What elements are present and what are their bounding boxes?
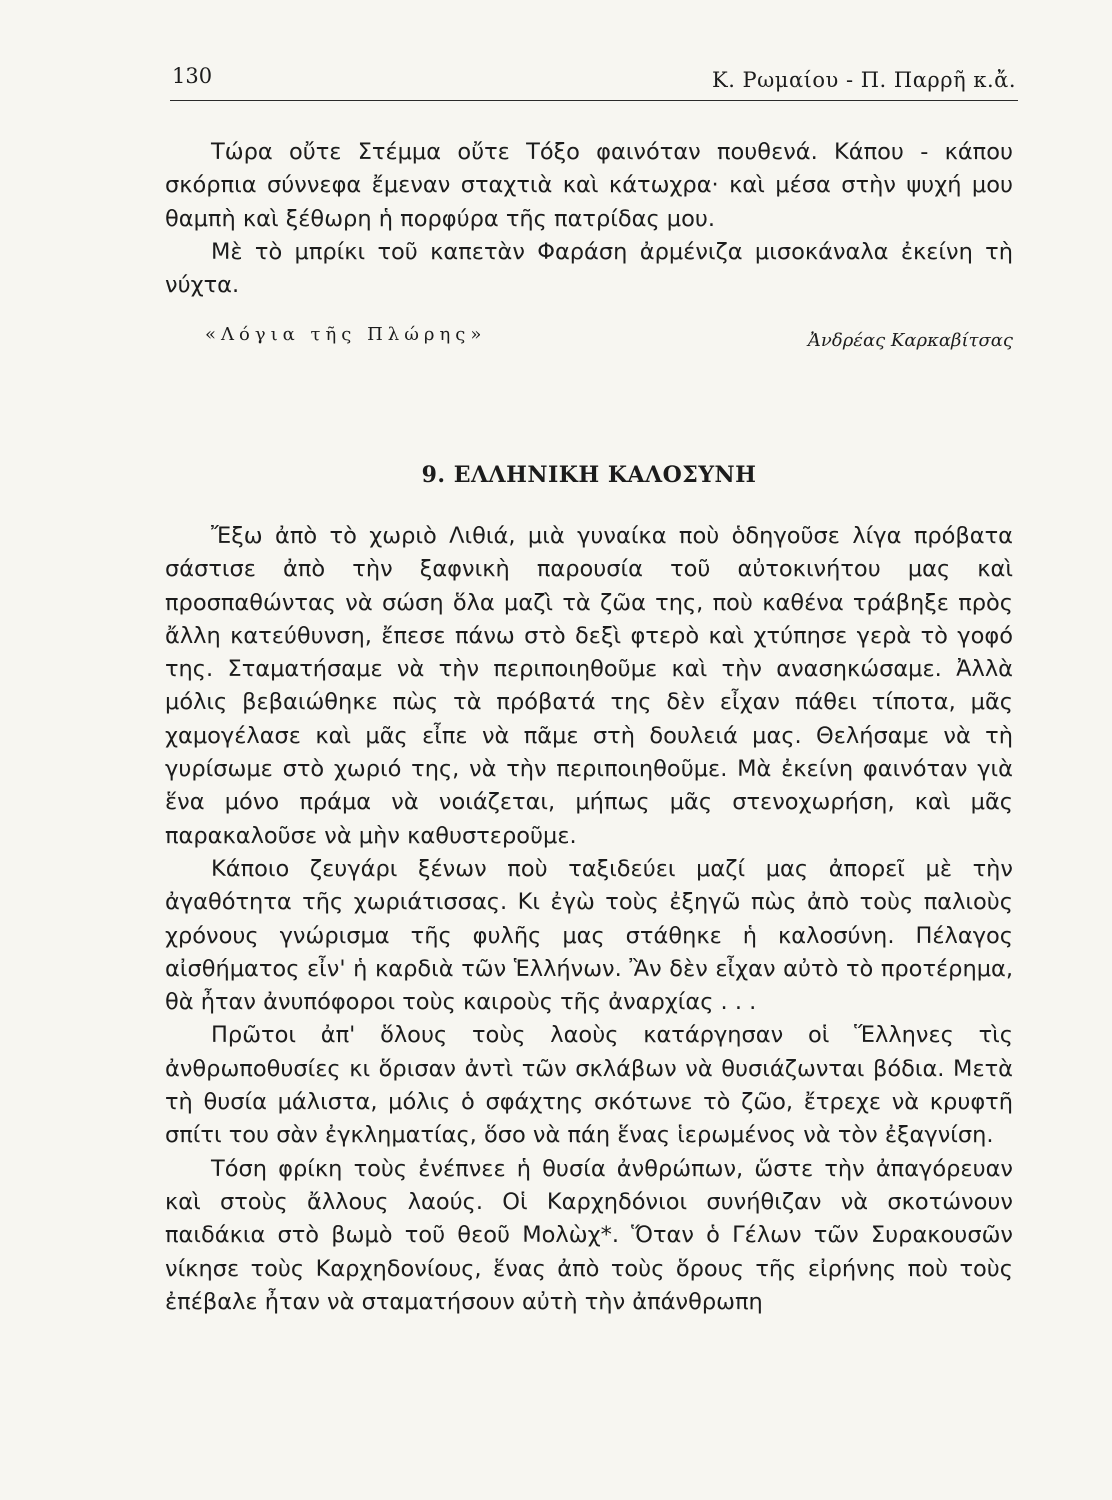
page-number: 130 bbox=[172, 64, 213, 88]
top-text-block bbox=[165, 136, 1013, 302]
paragraph: Ἔξω ἀπὸ τὸ χωριὸ Λιθιά, μιὰ γυναίκα ποὺ ὁδηγοῦσε λίγα πρόβατα σάστισε ἀπὸ τὴν ξαφνικὴ παρουσία τοῦ αὐτοκινήτου μας καὶ προσπαθώντας νὰ σώση ὅλα μαζὶ τὰ ζῶα της, ποὺ καθένα τράβηξε πρὸς ἄλλη κατεύθυνση, ἔπεσε πάνω στὸ δεξὶ φτερὸ καὶ χτύπησε γερὰ τὸ γοφό της. Σταματήσαμε νὰ τὴν περιποιηθοῦμε καὶ τὴν ανασηκώσαμε. Ἀλλὰ μόλις βεβαιώθηκε πὼς τὰ πρόβατά της δὲν εἶχαν πάθει τίποτα, μᾶς χαμογέλασε καὶ μᾶς εἶπε νὰ πᾶμε στὴ δουλειά μας. Θελήσαμε νὰ τὴ γυρίσωμε στὸ χωριό της, νὰ τὴν περιποιηθοῦμε. Μὰ ἐκείνη φαινόταν γιὰ ἕνα μόνο πράμα νὰ νοιάζεται, μήπως μᾶς στενοχωρήση, καὶ μᾶς παρακαλοῦσε νὰ μὴν καθυστεροῦμε. bbox=[165, 523, 1013, 849]
section-title: 9. ΕΛΛΗΝΙΚΗ ΚΑΛΟΣΥΝΗ bbox=[421, 462, 757, 488]
paragraph: Πρῶτοι ἀπ' ὅλους τοὺς λαοὺς κατάργησαν οἱ Ἕλληνες τὶς ἀνθρωποθυσίες κι ὅρισαν ἀντὶ τῶν σκλάβων νὰ θυσιάζωνται βόδια. Μετὰ τὴ θυσία μάλιστα, μόλις ὁ σφάχτης σκότωνε τὸ ζῶο, ἔτρεχε νὰ κρυφτῆ σπίτι του σὰν ἐγκληματίας, ὅσο νὰ πάη ἕνας ἱερωμένος νὰ τὸν ἐξαγνίση. bbox=[165, 1022, 1013, 1149]
quote-author: Ἀνδρέας Καρκαβίτσας bbox=[807, 330, 1013, 351]
paragraph: Τώρα οὔτε Στέμμα οὔτε Τόξο φαινόταν πουθενά. Κάπου - κάπου σκόρπια σύννεφα ἔμεναν σταχτιὰ καὶ κάτωχρα· καὶ μέσα στὴν ψυχή μου θαμπὴ καὶ ξέθωρη ἡ πορφύρα τῆς πατρίδας μου. bbox=[165, 139, 1013, 232]
paragraph: Μὲ τὸ μπρίκι τοῦ καπετὰν Φαράση ἀρμένιζα μισοκάναλα ἐκείνη τὴ νύχτα. bbox=[165, 238, 1013, 299]
paragraph: Κάποιο ζευγάρι ξένων ποὺ ταξιδεύει μαζί μας ἀπορεῖ μὲ τὴν ἀγαθότητα τῆς χωριάτισσας. Κι ἐγὼ τοὺς ἐξηγῶ πὼς ἀπὸ τοὺς παλιοὺς χρόνους γνώρισμα τῆς φυλῆς μας στάθηκε ἡ καλοσύνη. Πέλαγος αἰσθήματος εἶν' ἡ καρδιὰ τῶν Ἑλλήνων. Ἂν δὲν εἶχαν αὐτὸ τὸ προτέρημα, θὰ ἦταν ἀνυπόφοροι τοὺς καιροὺς τῆς ἀναρχίας . . . bbox=[165, 855, 1013, 1016]
main-text-block bbox=[165, 520, 1013, 1319]
paragraph: Τόση φρίκη τοὺς ἐνέπνεε ἡ θυσία ἀνθρώπων, ὥστε τὴν ἀπαγόρευαν καὶ στοὺς ἄλλους λαούς. Οἱ Καρχηδόνιοι συνήθιζαν νὰ σκοτώνουν παιδάκια στὸ βωμὸ τοῦ θεοῦ Μολὼχ*. Ὅταν ὁ Γέλων τῶν Συρακουσῶν νίκησε τοὺς Καρχηδονίους, ἕνας ἀπὸ τοὺς ὅρους τῆς εἰρήνης ποὺ τοὺς ἐπέβαλε ἦταν νὰ σταματήσουν αὐτὴ τὴν ἀπάνθρωπη bbox=[165, 1155, 1013, 1315]
quote-attribution bbox=[205, 322, 1013, 356]
running-head: Κ. Ρωμαίου - Π. Παρρῆ κ.ἄ. bbox=[712, 68, 1016, 92]
quote-source: «Λόγια τῆς Πλώρης» bbox=[205, 324, 487, 345]
page-header bbox=[170, 62, 1018, 101]
